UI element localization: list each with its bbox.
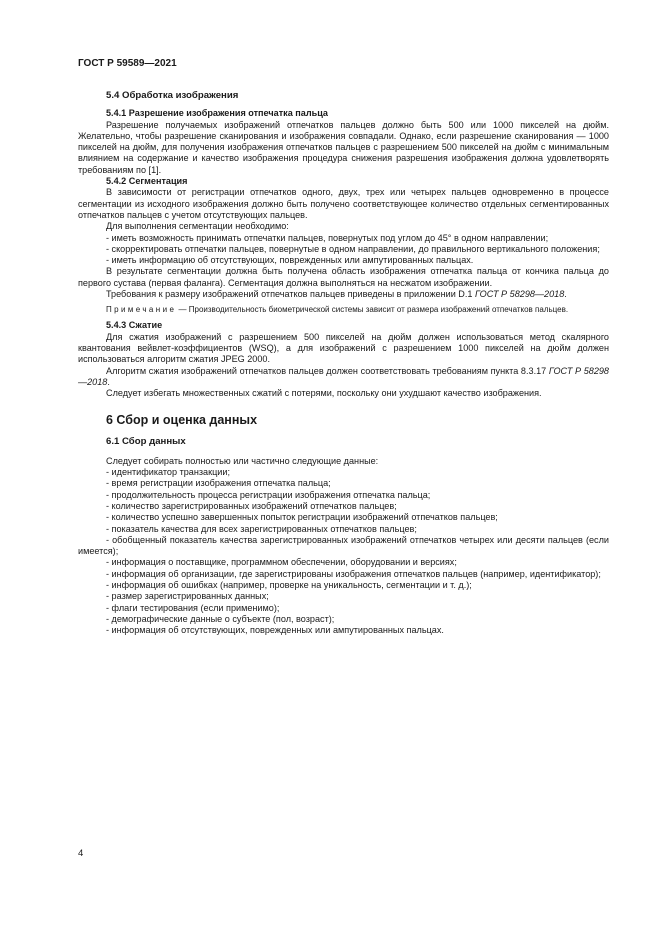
list-item: - количество успешно завершенных попыток регистрации изображений отпечатков пальцев; <box>106 512 498 523</box>
list-item: - количество зарегистрированных изображений отпечатков пальцев; <box>106 500 397 511</box>
paragraph-size-requirements <box>78 289 609 300</box>
list-item: - информация об отсутствующих, поврежденных или ампутированных пальцах. <box>106 625 444 636</box>
paragraph-compression-warning: Следует избегать множественных сжатий с потерями, поскольку они ухудшают качество изображения. <box>106 388 542 399</box>
paragraph-segmentation-intro: В зависимости от регистрации отпечатков одного, двух, трех или четырех пальцев одновременно в процессе сегментации из исходного изображения должно быть получено соответствующее количество отдельных сегментированных отпечатков пальцев с учетом отсутствующих пальцев. <box>78 187 609 220</box>
paragraph-compression-method: Для сжатия изображений с разрешением 500 пикселей на дюйм должен использоваться метод скалярного квантования вейвлет-коэффициентов (WSQ), а для изображений с разрешением 1000 пикселей на дюйм должен использоваться алгоритм сжатия JPEG 2000. <box>78 331 609 365</box>
note <box>78 305 609 315</box>
note-label: Примечание <box>106 305 177 315</box>
list-item: - показатель качества для всех зарегистрированных отпечатков пальцев; <box>106 523 417 534</box>
list-item: - иметь информацию об отсутствующих, поврежденных или ампутированных пальцах. <box>106 255 474 266</box>
standard-reference: ГОСТ Р 58298—2018 <box>474 289 565 300</box>
list-item: - иметь возможность принимать отпечатки пальцев, повернутых под углом до 45° в одном направлении; <box>106 232 549 243</box>
paragraph-data-collection-intro: Следует собирать полностью или частично следующие данные: <box>106 455 379 466</box>
list-item: - флаги тестирования (если применимо); <box>106 602 280 613</box>
list-item: - идентификатор транзакции; <box>106 467 230 478</box>
list-item: - скорректировать отпечатки пальцев, повернутые в одном направлении, до правильного вертикального положения; <box>106 243 600 254</box>
page-number: 4 <box>78 848 84 859</box>
paragraph-compression-algorithm <box>78 366 609 389</box>
list-item: - информация об ошибках (например, проверке на уникальность, сегментации и т. д.); <box>106 579 472 590</box>
paragraph-segmentation-result: В результате сегментации должна быть получена область изображения отпечатка пальца от кончика пальца до первого сустава (первая фаланга). Сегментация должна выполняться на несжатом изображении. <box>78 266 609 288</box>
list-item: - информация о поставщике, программном обеспечении, оборудовании и версиях; <box>106 557 457 568</box>
document-number: ГОСТ Р 59589—2021 <box>78 58 177 69</box>
compression-algorithm-text: Алгоритм сжатия изображений отпечатков пальцев должен соответствовать требованиям пункта 8.3.17 <box>106 365 549 376</box>
section-6-title: 6 Сбор и оценка данных <box>106 413 258 428</box>
list-item: - время регистрации изображения отпечатка пальца; <box>106 478 331 489</box>
paragraph-segmentation-requirements: Для выполнения сегментации необходимо: <box>106 221 289 232</box>
list-item: - продолжительность процесса регистрации изображения отпечатка пальца; <box>106 489 431 500</box>
section-5-4-3-title: 5.4.3 Сжатие <box>106 320 163 331</box>
section-5-4-2-title: 5.4.2 Сегментация <box>106 176 188 187</box>
list-item: - обобщенный показатель качества зарегистрированных изображений отпечатков четырех или десяти пальцев (если имеется); <box>78 534 609 557</box>
list-item: - информация об организации, где зарегистрированы изображения отпечатков пальцев (например, идентификатор); <box>106 568 601 579</box>
standard-reference: ГОСТ Р 58298—2018 <box>78 365 609 387</box>
period: . <box>564 289 567 300</box>
section-6-1-title: 6.1 Сбор данных <box>106 436 186 448</box>
section-5-4-title: 5.4 Обработка изображения <box>106 90 239 101</box>
paragraph-resolution: Разрешение получаемых изображений отпечатков пальцев должно быть 500 или 1000 пикселей на дюйм. Желательно, чтобы разрешение сканирования и изображения совпадали. Однако, если разрешение сканирования — 1000 пикселей на дюйм, для получения изображения отпечатков пальцев с разрешением 500 пикселей на дюйм с минимальным влиянием на содержание и качество изображения процедура снижения разрешения изображения должна удовлетворять требованиям по [1]. <box>78 119 609 175</box>
period: . <box>107 376 110 387</box>
section-5-4-1-title: 5.4.1 Разрешение изображения отпечатка пальца <box>106 108 328 119</box>
list-item: - размер зарегистрированных данных; <box>106 591 269 602</box>
note-text: — Производительность биометрической системы зависит от размера изображений отпечатков пальцев. <box>176 305 569 315</box>
size-requirements-text: Требования к размеру изображений отпечатков пальцев приведены в приложении D.1 <box>106 289 475 300</box>
list-item: - демографические данные о субъекте (пол, возраст); <box>106 613 335 624</box>
